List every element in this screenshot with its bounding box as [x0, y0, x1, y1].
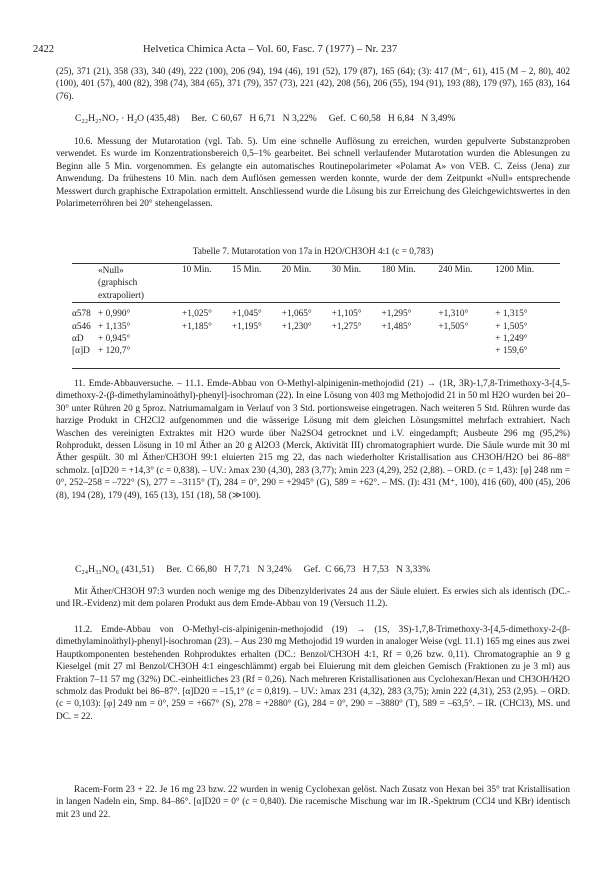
ms-data-block: (25), 371 (21), 358 (33), 340 (49), 222 (100), 206 (94), 194 (46), 191 (52), 179 (87), 165 (64); (3): 417 (M⁻, 61), 415 (M – 2, 80), 402 (100), 401 (57), 400 (82), 398 (74), 384 (65), 371 (79), 357 (73), 221 (42), 208 (56), 206 (55), 194 (91), 193 (88), 179 (97), 165 (83), 164 (76). — [56, 67, 570, 102]
table-7-caption: Tabelle 7. Mutarotation von 17a in H2O/CH3OH 4:1 (c = 0,783) — [192, 247, 434, 257]
section-11-2-text: 11.2. Emde-Abbau von O-Methyl-cis-alpinigenin-methojodid (19) → (1S, 3S)-1,7,8-Trimethoxy-3-[4,5-dimethoxy-2-(β-dimethylaminoäthyl)-phenyl]-isochroman (23). – Aus 230 mg Methojodid 19 wurden in analoger Weise (vgl. 11.1) 165 mg eines aus zwei Hauptkomponenten bestehenden Rohproduktes erhalten (DC.: Benzol/CH3OH 4:1, Rf = 0,26 bzw. 0,11). Chromatographie an 9 g Kieselgel (mit 27 ml Benzol/CH3OH 4:1 eingeschlämmt) ergab bei Eluierung mit dem gleichen Gemisch (Fraktionen zu je 3 ml) aus Fraktion 7–11 57 mg (32%) DC.-einheitliches 23 (Rf = 0,26). Nach mehreren Kristallisationen aus Cyclohexan/Hexan und CH3OH/H2O schmolz das Produkt bei 86–87°. [α]D20 = –15,1° (c = 0,819). – UV.: λmax 231 (4,32), 283 (3,75); λmin 222 (4,31), 253 (2,95). – ORD. (c = 0,103): [φ] 249 nm = 0°, 259 = +667° (S), 278 = +2880° (G), 284 = 0°, 290 = –3880° (T), 589 = –63,5°. – IR. (CHCl3), MS. und DC. ≡ 22. — [56, 625, 570, 722]
table-row: [α]D + 120,7° + 159,6° — [72, 346, 528, 357]
journal-title: Helvetica Chimica Acta – Vol. 60, Fasc. 7 (1977) – Nr. 237 — [143, 44, 398, 55]
table-7 — [72, 265, 560, 359]
table-bottom-rule — [72, 368, 560, 369]
col-header: 15 Min. — [232, 265, 282, 303]
racemic-paragraph — [56, 784, 570, 821]
col-header: 180 Min. — [382, 265, 439, 303]
dibenzyl-paragraph — [56, 586, 570, 611]
section-11-2 — [56, 624, 570, 723]
col-header: 240 Min. — [438, 265, 495, 303]
table-row: α578 + 0,990° +1,025° +1,045° +1,065° +1,105° +1,295° +1,310° + 1,315° — [72, 309, 528, 320]
section-10-6 — [56, 136, 570, 210]
dibenzyl-text: Mit Äther/CH3OH 97:3 wurden noch wenige mg des Dibenzylderivates 24 aus der Säule eluiert. Es erwies sich als identisch (DC.- und IR.-Evidenz) mit dem polaren Produkt aus dem Emde-Abbau von 19 (Versuch 11.2). — [56, 587, 570, 610]
racemic-text: Racem-Form 23 + 22. Je 16 mg 23 bzw. 22 wurden in wenig Cyclohexan gelöst. Nach Zusatz von Hexan bei 35° trat Kristallisation in langen Nadeln ein, Smp. 84–86°. [α]D20 = 0° (c = 0,840). Die racemische Mischung war im IR.-Spektrum (CCl4 und KBr) identisch mit 23 und 22. — [56, 785, 570, 820]
col-header: 30 Min. — [332, 265, 382, 303]
elemental-analysis-1: C₂₂H₂₇NO₇ · H₂O (435,48) Ber. C 60,67 H 6,71 N 3,22% Gef. C 60,58 H 6,84 N 3,49% — [75, 113, 456, 124]
col-header: 10 Min. — [182, 265, 232, 303]
section-11 — [56, 378, 570, 502]
page-number: 2422 — [33, 44, 54, 55]
col-header: 1200 Min. — [495, 265, 560, 303]
elemental-analysis-2: C₂₄H₃₃NO₆ (431,51) Ber. C 66,80 H 7,71 N 3,24% Gef. C 66,73 H 7,53 N 3,33% — [75, 564, 431, 575]
table-top-rule — [72, 263, 560, 264]
col-header: 20 Min. — [282, 265, 332, 303]
col-null-header: «Null» (graphisch extrapoliert) — [98, 265, 182, 303]
table-row: α546 + 1,135° +1,185° +1,195° +1,230° +1,275° +1,485° +1,505° + 1,505° — [72, 321, 528, 332]
table-row: αD + 0,945° + 1,249° — [72, 334, 528, 344]
section-10-6-text: 10.6. Messung der Mutarotation (vgl. Tab. 5). Um eine schnelle Auflösung zu erreichen, wurden gepulverte Substanzproben verwendet. Es wurde im Konzentrationsbereich 0,5–1% gearbeitet. Bei schnell verlaufender Mutarotation wurden die Ablesungen zu Beginn alle 5 Min. vorgenommen. Es gelangte ein automatisches Routinepolarimeter «Polamat A» von VEB. C. Zeiss (Jena) zur Anwendung. Da frühestens 10 Min. nach dem Auflösen gemessen werden konnte, wurde der dem Zeitpunkt «Null» entsprechende Messwert durch graphische Extrapolation ermittelt. Anschliessend wurde die Lösung bis zur Erreichung des Gleichgewichtswertes in den Polarimeterröhren bei 20° stehengelassen. — [56, 137, 570, 210]
section-11-text: 11. Emde-Abbauversuche. – 11.1. Emde-Abbau von O-Methyl-alpinigenin-methojodid (21) → (1R, 3R)-1,7,8-Trimethoxy-3-[4,5-dimethoxy-2-(β-dimethylaminoäthyl)-phenyl]-isochroman (22). In eine Lösung von 403 mg Methojodid 21 in 50 ml H2O wurden bei 20–30° unter Rühren 20 g 5proz. Natriumamalgam in Verlauf von 3 Std. portionsweise eingetragen. Nach weiteren 5 Std. Rühren wurde das harzige Produkt in CH2Cl2 aufgenommen und die wässerige Lösung mit dem gleichen Lösungsmittel mehrfach extrahiert. Nach Waschen des vereinigten Extraktes mit H2O wurde über Na2SO4 getrocknet und i.V. eingedampft; Ausbeute 296 mg (95,2%) Rohprodukt, dessen Lösung in 10 ml Äther an 20 g Al2O3 (Merck, Aktivität III) chromatographiert wurde. Die Säule wurde mit 30 ml Äther gespült. 30 ml Äther/CH3OH 99:1 eluierten 215 mg 22, das nach wiederholter Kristallisation aus CH3OH/H2O bei 86–88° schmolz. [α]D20 = +14,3° (c = 0,838). – UV.: λmax 230 (4,30), 283 (3,77); λmin 223 (4,29), 252 (2,88). – ORD. (c = 1,43): [φ] 248 nm = 0°, 252–258 = –722° (S), 277 = –3115° (T), 284 = 0°, 290 = +2945° (G), 589 = +62°. – MS. (I): 431 (M⁺, 100), 416 (60), 400 (45), 206 (8), 194 (28), 179 (49), 165 (13), 151 (18), 58 (≫100). — [56, 379, 570, 501]
